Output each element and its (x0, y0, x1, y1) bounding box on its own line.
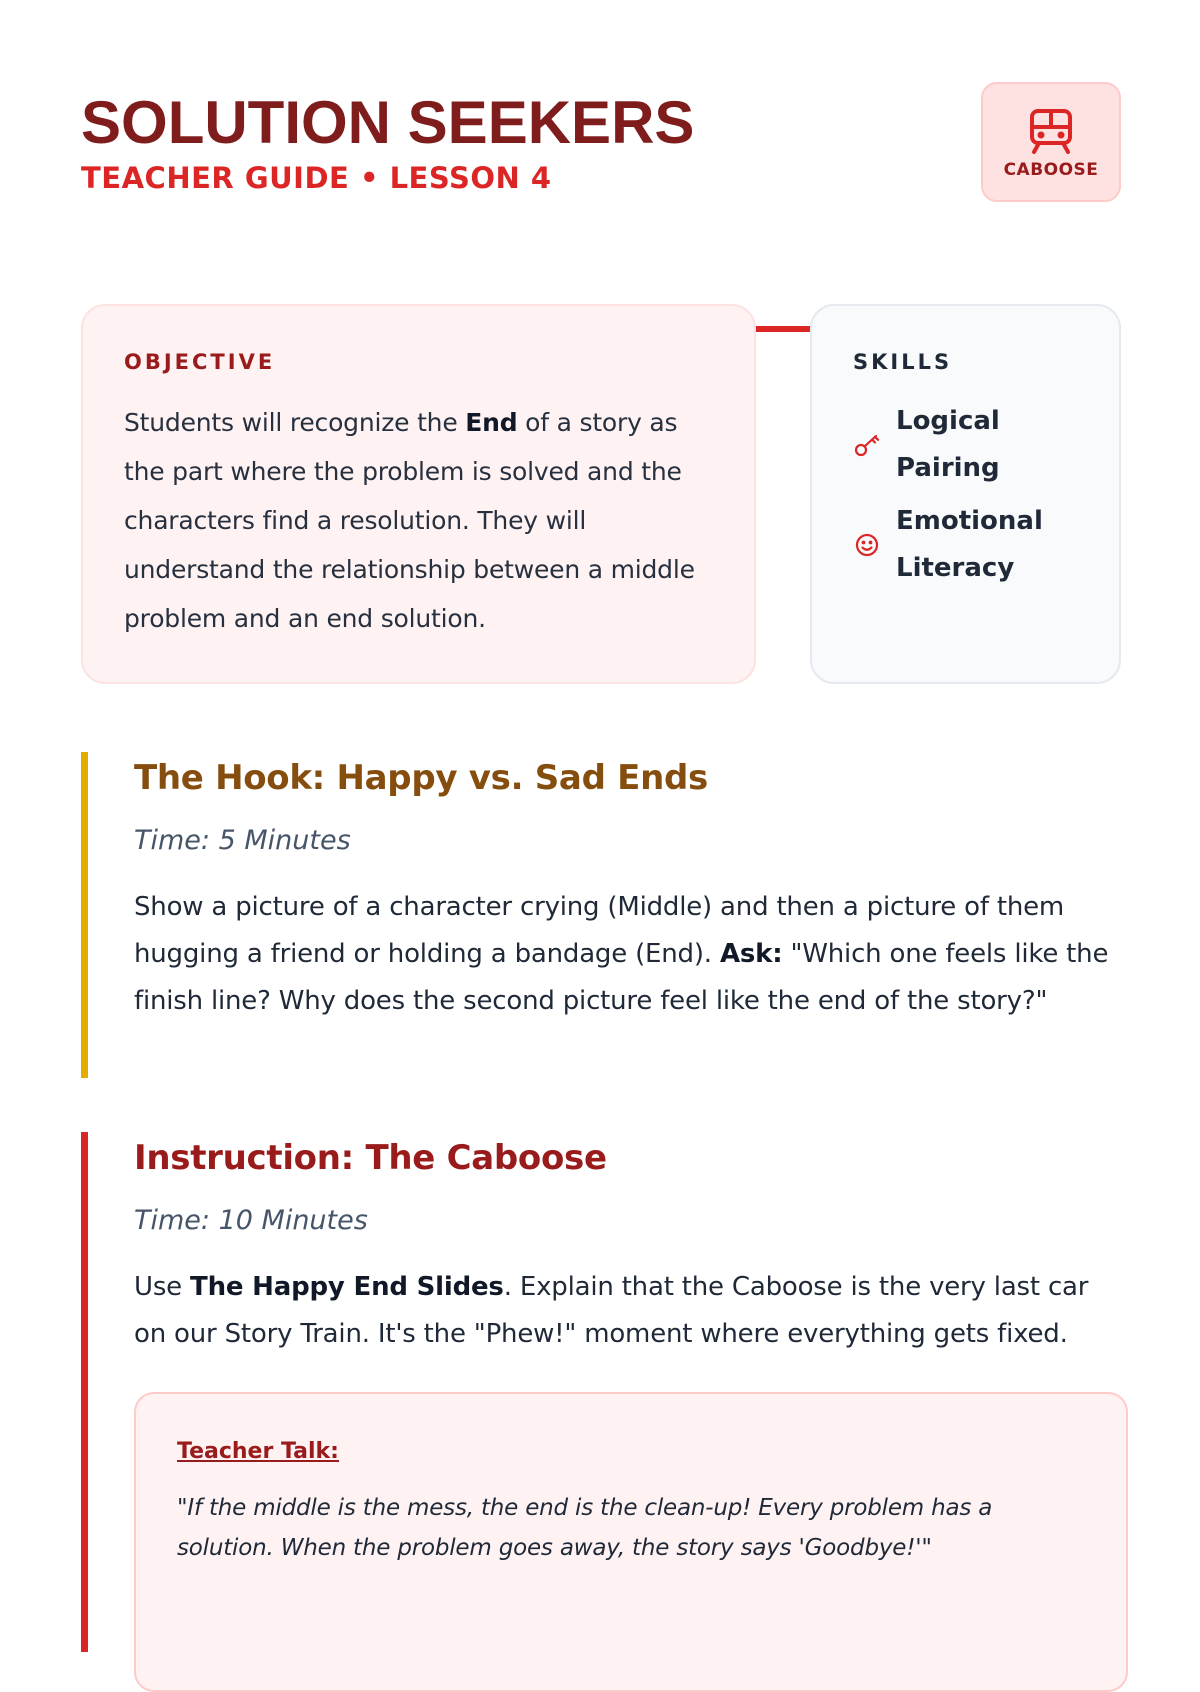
section-body (134, 884, 1121, 1025)
teacher-talk-quote: "If the middle is the mess, the end is the clean-up! Every problem has a solution. When the problem goes away, the story says 'Goodbye!'" (177, 1495, 993, 1561)
train-icon (1029, 108, 1073, 156)
instruction-section (81, 1132, 1121, 1652)
section-time: Time: 5 Minutes (134, 825, 351, 856)
section-body (134, 1264, 1121, 1358)
teacher-talk-box (134, 1392, 1128, 1692)
hook-section (81, 752, 1121, 1078)
hook-body-end: "Which one feels like the finish line? Why does the second picture feel like the end of the story?" (134, 939, 1109, 1016)
page-subtitle: TEACHER GUIDE • LESSON 4 (81, 161, 552, 195)
instruction-body-start: Use (134, 1272, 191, 1302)
instruction-body-bold: The Happy End Slides (190, 1272, 504, 1302)
hook-body-start: Show a picture of a character crying (Middle) and then a picture of them hugging a friend or holding a bandage (End). (134, 892, 1065, 969)
key-icon (853, 431, 881, 459)
objective-text-start: Students will recognize the (124, 408, 466, 437)
badge-label: CABOOSE (1003, 160, 1099, 180)
skill-item-emotional-literacy (853, 498, 1099, 592)
section-title: Instruction: The Caboose (134, 1138, 607, 1178)
skills-card (810, 304, 1121, 684)
page-title: SOLUTION SEEKERS (81, 89, 695, 156)
skill-label: Logical Pairing (896, 406, 1000, 483)
header (81, 82, 1121, 252)
skills-heading: SKILLS (853, 350, 953, 374)
objective-heading: OBJECTIVE (124, 350, 276, 374)
caboose-badge (981, 82, 1121, 202)
smiley-icon (853, 531, 881, 559)
teacher-talk-label: Teacher Talk: (177, 1439, 339, 1464)
objective-text-end: of a story as the part where the problem is solved and the characters find a resolution. They will understand the relationship between a middle problem and an end solution. (124, 408, 695, 633)
objective-text-bold: End (465, 408, 518, 437)
section-title: The Hook: Happy vs. Sad Ends (134, 758, 708, 798)
objective-card (81, 304, 756, 684)
skill-label: Emotional Literacy (896, 506, 1043, 583)
section-time: Time: 10 Minutes (134, 1205, 368, 1236)
objective-text (124, 398, 714, 643)
hook-body-bold: Ask: (719, 939, 783, 969)
skill-item-logical-pairing (853, 398, 1099, 492)
instruction-body-end: . Explain that the Caboose is the very last car on our Story Train. It's the "Phew!" moment where everything gets fixed. (134, 1272, 1089, 1349)
